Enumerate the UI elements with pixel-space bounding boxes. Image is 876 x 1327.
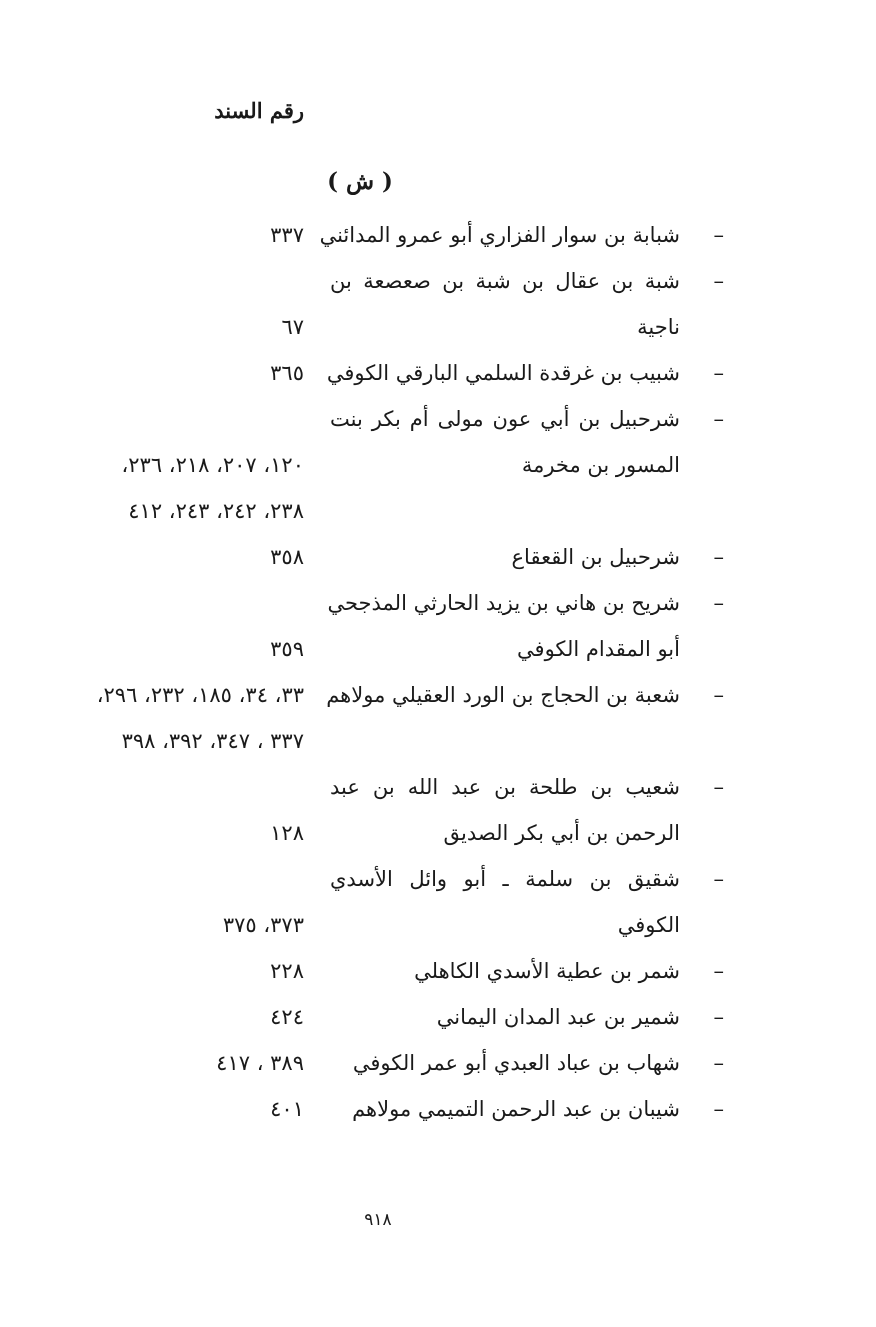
index-line [0, 580, 876, 626]
sanad-numbers: ٣٣، ٣٤، ١٨٥، ٢٣٢، ٢٩٦، [96, 683, 304, 707]
sanad-numbers: ٢٢٨ [270, 959, 304, 983]
narrator-name: ناجية [637, 315, 680, 339]
entry-dash: – [713, 407, 724, 431]
narrator-name: الرحمن بن أبي بكر الصديق [443, 821, 680, 845]
narrator-name: شبابة بن سوار الفزاري أبو عمرو المدائني [319, 223, 680, 247]
entry-dash: – [713, 775, 724, 799]
sanad-numbers: ٤٢٤ [270, 1005, 304, 1029]
index-line [0, 212, 876, 258]
narrator-name: شريح بن هاني بن يزيد الحارثي المذجحي [327, 591, 680, 615]
entry-dash: – [713, 223, 724, 247]
page-number: ٩١٨ [364, 1210, 392, 1230]
entry-dash: – [713, 683, 724, 707]
sanad-numbers: ١٢٨ [270, 821, 304, 845]
entry-dash: – [713, 545, 724, 569]
narrator-name: شبيب بن غرقدة السلمي البارقي الكوفي [326, 361, 680, 385]
entry-dash: – [713, 1051, 724, 1075]
sanad-numbers: ٢٣٨، ٢٤٢، ٢٤٣، ٤١٢ [128, 499, 304, 523]
narrator-name: شهاب بن عباد العبدي أبو عمر الكوفي [352, 1051, 680, 1075]
index-line [0, 626, 876, 672]
entry-dash: – [713, 591, 724, 615]
index-line [0, 1086, 876, 1132]
index-line [0, 718, 876, 764]
index-line [0, 994, 876, 1040]
narrator-name: أبو المقدام الكوفي [517, 637, 680, 661]
index-line [0, 442, 876, 488]
entry-dash: – [713, 1097, 724, 1121]
narrator-name: شعيب بن طلحة بن عبد الله بن عبد [330, 775, 680, 799]
sanad-numbers: ٣٦٥ [270, 361, 304, 385]
entry-dash: – [713, 1005, 724, 1029]
narrator-name: شبة بن عقال بن شبة بن صعصعة بن [330, 269, 680, 293]
entry-dash: – [713, 959, 724, 983]
index-line [0, 810, 876, 856]
sanad-numbers: ٦٧ [281, 315, 304, 339]
index-line [0, 1040, 876, 1086]
narrator-name: شعبة بن الحجاج بن الورد العقيلي مولاهم [326, 683, 680, 707]
sanad-numbers: ٤٠١ [270, 1097, 304, 1121]
entry-dash: – [713, 867, 724, 891]
index-line [0, 948, 876, 994]
index-line [0, 304, 876, 350]
narrator-name: شقيق بن سلمة ـ أبو وائل الأسدي [330, 867, 680, 891]
sanad-numbers: ٣٥٨ [270, 545, 304, 569]
index-line [0, 350, 876, 396]
index-line [0, 764, 876, 810]
index-line [0, 396, 876, 442]
narrator-name: شرحبيل بن القعقاع [511, 545, 680, 569]
entry-dash: – [713, 269, 724, 293]
sanad-numbers: ٣٣٧ [270, 223, 304, 247]
entry-dash: – [713, 361, 724, 385]
sanad-numbers: ٣٨٩ ، ٤١٧ [216, 1051, 304, 1075]
index-line [0, 856, 876, 902]
narrator-name: شيبان بن عبد الرحمن التميمي مولاهم [352, 1097, 680, 1121]
index-line [0, 258, 876, 304]
narrator-name: المسور بن مخرمة [521, 453, 680, 477]
index-line [0, 902, 876, 948]
narrator-name: الكوفي [617, 913, 680, 937]
index-line [0, 488, 876, 534]
sanad-numbers: ٣٣٧ ، ٣٤٧، ٣٩٢، ٣٩٨ [121, 729, 304, 753]
sanad-numbers: ١٢٠، ٢٠٧، ٢١٨، ٢٣٦، [121, 453, 304, 477]
narrator-name: شمير بن عبد المدان اليماني [436, 1005, 680, 1029]
section-letter-heading: ( ش ) [327, 168, 393, 195]
sanad-numbers: ٣٥٩ [270, 637, 304, 661]
narrator-name: شمر بن عطية الأسدي الكاهلي [414, 959, 680, 983]
index-line [0, 534, 876, 580]
sanad-numbers: ٣٧٣، ٣٧٥ [222, 913, 304, 937]
column-header-label: رقم السند [214, 98, 304, 123]
narrator-name: شرحبيل بن أبي عون مولى أم بكر بنت [330, 407, 680, 431]
index-line [0, 672, 876, 718]
